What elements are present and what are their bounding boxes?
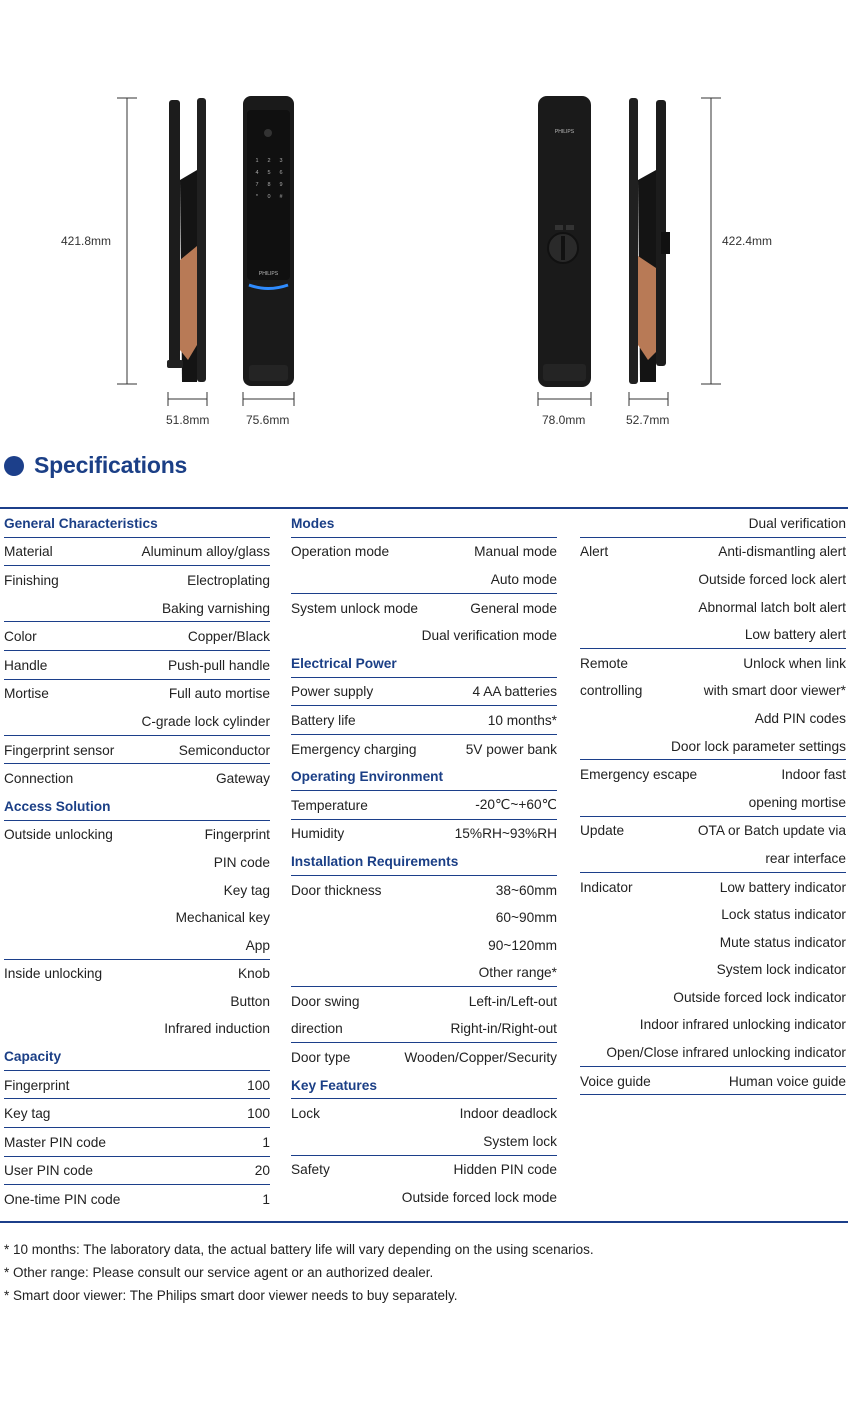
bullet-dot-icon: [4, 456, 24, 476]
section-header: [291, 1071, 557, 1100]
section-header: [291, 847, 557, 876]
keypad-key: 7: [255, 182, 259, 188]
spec-label: Indicator: [580, 879, 633, 895]
spec-label: Battery life: [291, 712, 356, 728]
keypad-key: 5: [267, 170, 271, 176]
spec-label: Operation mode: [291, 544, 390, 560]
spec-value: 1: [262, 1134, 270, 1150]
spec-value: Open/Close infrared unlocking indicator: [606, 1045, 846, 1061]
keypad-key: 1: [255, 158, 259, 164]
spec-row: [580, 732, 846, 761]
spec-row: [291, 1156, 557, 1184]
section-title: Installation Requirements: [291, 853, 459, 869]
spec-value: Indoor deadlock: [459, 1106, 557, 1122]
spec-value: opening mortise: [748, 794, 846, 810]
spec-row: [4, 903, 270, 931]
spec-row: [4, 876, 270, 904]
spec-row: [4, 821, 270, 849]
back-brand-logo: PHILIPS: [554, 129, 575, 135]
keypad-key: 2: [267, 158, 271, 164]
spec-row: [291, 735, 557, 763]
spec-label: Emergency charging: [291, 741, 417, 757]
spec-label: controlling: [580, 683, 643, 699]
right-height-label: 422.4mm: [722, 234, 773, 248]
spec-value: Unlock when link: [743, 655, 846, 671]
spec-label: System unlock mode: [291, 600, 419, 616]
spec-column-3: [580, 509, 846, 1095]
spec-row: [580, 704, 846, 732]
spec-label: Color: [4, 629, 37, 645]
section-title: Operating Environment: [291, 769, 444, 785]
spec-row: [580, 873, 846, 901]
spec-label: Connection: [4, 771, 74, 787]
spec-value: Push-pull handle: [168, 657, 270, 673]
section-title: General Characteristics: [4, 515, 158, 531]
keypad-key: 6: [279, 170, 283, 176]
spec-value: Full auto mortise: [168, 686, 270, 702]
spec-value: Door lock parameter settings: [671, 738, 846, 754]
spec-row: [4, 680, 270, 708]
right-side-width-label: 52.7mm: [626, 413, 670, 427]
spec-value: 38~60mm: [495, 882, 557, 898]
spec-label: Door thickness: [291, 882, 382, 898]
lock-back-view: [538, 96, 591, 387]
spec-row: [580, 1067, 846, 1096]
spec-value: Other range*: [478, 965, 557, 981]
spec-label: Update: [580, 823, 625, 839]
spec-row: [291, 791, 557, 820]
spec-row: [291, 987, 557, 1015]
spec-label: Outside unlocking: [4, 827, 113, 843]
left-side-width-label: 51.8mm: [166, 413, 210, 427]
spec-row: [4, 1185, 270, 1213]
spec-label: Mortise: [4, 686, 49, 702]
spec-row: [291, 820, 557, 848]
section-title: Access Solution: [4, 798, 111, 814]
spec-row: [291, 1183, 557, 1211]
lock-side-view-right: [629, 98, 670, 384]
spec-row: [580, 677, 846, 705]
spec-row: [580, 817, 846, 845]
spec-label: Safety: [291, 1162, 330, 1178]
back-width-label: 78.0mm: [542, 413, 586, 427]
spec-row: [580, 538, 846, 566]
spec-row: [580, 983, 846, 1011]
spec-label: Master PIN code: [4, 1134, 106, 1150]
section-header: [4, 509, 270, 538]
spec-value: Copper/Black: [187, 629, 270, 645]
front-width-label: 75.6mm: [246, 413, 290, 427]
spec-value: System lock indicator: [716, 962, 846, 978]
spec-row: [4, 1157, 270, 1186]
section-header: [4, 792, 270, 821]
spec-label: Door type: [291, 1050, 351, 1066]
keypad-key: *: [255, 194, 259, 200]
spec-row: [4, 764, 270, 792]
left-height-dimension: [117, 98, 137, 384]
spec-value: 10 months*: [487, 712, 557, 728]
spec-value: Mechanical key: [175, 910, 270, 926]
spec-value: System lock: [483, 1133, 557, 1149]
spec-value: 15%RH~93%RH: [454, 826, 557, 842]
spec-value: Human voice guide: [728, 1073, 846, 1089]
section-title: Electrical Power: [291, 655, 397, 671]
right-height-dimension: [701, 98, 721, 384]
spec-row: [291, 621, 557, 649]
footnote: * Smart door viewer: The Philips smart door viewer needs to buy separately.: [4, 1288, 458, 1303]
lock-front-view: [243, 96, 294, 386]
spec-row: [580, 593, 846, 621]
keypad-key: 9: [279, 182, 283, 188]
spec-row: [291, 1043, 557, 1071]
spec-row: [580, 900, 846, 928]
spec-row: [291, 1015, 557, 1044]
spec-row: [291, 538, 557, 566]
spec-value: Knob: [238, 966, 270, 982]
spec-value: 100: [247, 1106, 270, 1122]
spec-label: Fingerprint: [4, 1077, 70, 1093]
spec-value: 4 AA batteries: [472, 684, 557, 700]
footnotes: [4, 1238, 594, 1307]
spec-value: Baking varnishing: [161, 600, 270, 616]
keypad: [251, 158, 288, 200]
front-brand-logo: PHILIPS: [258, 271, 279, 277]
spec-value: 60~90mm: [495, 910, 557, 926]
spec-row: [580, 1038, 846, 1067]
footnote: * 10 months: The laboratory data, the actual battery life will vary depending on the using scenarios.: [4, 1242, 594, 1257]
spec-row: [580, 760, 846, 788]
spec-row: [4, 651, 270, 680]
spec-row: [291, 565, 557, 594]
spec-value: rear interface: [765, 850, 846, 866]
spec-value: Manual mode: [474, 544, 557, 560]
spec-column-2: [291, 509, 557, 1211]
spec-row: [580, 788, 846, 817]
spec-row: [4, 736, 270, 765]
spec-value: Button: [230, 993, 270, 1009]
keypad-key: 0: [267, 194, 271, 200]
spec-row: [4, 1015, 270, 1043]
spec-row: [4, 931, 270, 960]
spec-value: 20: [254, 1163, 270, 1179]
spec-label: Voice guide: [580, 1073, 651, 1089]
spec-row: [4, 594, 270, 623]
left-height-label: 421.8mm: [61, 234, 112, 248]
spec-row: [291, 931, 557, 959]
spec-row: [4, 960, 270, 988]
spec-label: Door swing: [291, 993, 360, 1009]
spec-row: [291, 1099, 557, 1127]
spec-value: 5V power bank: [465, 741, 557, 757]
spec-value: Dual verification: [748, 515, 846, 531]
spec-column-1: [4, 509, 270, 1213]
spec-label: Power supply: [291, 684, 374, 700]
spec-label: Temperature: [291, 797, 368, 813]
lock-side-view-left: [167, 98, 206, 382]
spec-row: [4, 566, 270, 594]
spec-label: Remote: [580, 655, 628, 671]
spec-row: [291, 903, 557, 931]
spec-value: Gateway: [215, 771, 270, 787]
spec-label: Alert: [580, 544, 609, 560]
spec-value: App: [245, 937, 270, 953]
spec-value: Hidden PIN code: [453, 1162, 557, 1178]
spec-value: OTA or Batch update via: [697, 823, 846, 839]
spec-label: User PIN code: [4, 1163, 94, 1179]
spec-row: [580, 1011, 846, 1039]
section-header: [291, 509, 557, 538]
spec-value: Low battery alert: [744, 627, 846, 643]
specifications-heading: [4, 452, 187, 479]
spec-row: [291, 876, 557, 904]
spec-value: -20℃~+60℃: [475, 797, 557, 813]
spec-row: [580, 565, 846, 593]
spec-value: Dual verification mode: [421, 628, 557, 644]
keypad-key: #: [279, 194, 283, 200]
product-dimension-drawing: [0, 0, 848, 440]
spec-value: PIN code: [213, 854, 270, 870]
spec-row: [4, 987, 270, 1015]
spec-label: Inside unlocking: [4, 966, 103, 982]
spec-value: Mute status indicator: [719, 934, 846, 950]
spec-row: [4, 538, 270, 567]
spec-label: Fingerprint sensor: [4, 742, 115, 758]
spec-label: Finishing: [4, 572, 59, 588]
spec-value: Anti-dismantling alert: [718, 544, 846, 560]
spec-value: with smart door viewer*: [703, 683, 846, 699]
spec-label: Emergency escape: [580, 767, 698, 783]
table-bottom-rule: [0, 1221, 848, 1223]
spec-row: [4, 1128, 270, 1157]
spec-value: Abnormal latch bolt alert: [698, 599, 846, 615]
spec-value: Outside forced lock alert: [698, 571, 846, 587]
spec-row: [580, 620, 846, 649]
spec-value: Auto mode: [490, 571, 557, 587]
spec-label: Material: [4, 544, 53, 560]
spec-row: [291, 594, 557, 622]
spec-value: Wooden/Copper/Security: [404, 1050, 557, 1066]
spec-value: Outside forced lock indicator: [673, 989, 846, 1005]
spec-row: [580, 956, 846, 984]
spec-value: Electroplating: [187, 572, 270, 588]
width-dimensions: [168, 392, 668, 406]
section-title: Modes: [291, 515, 335, 531]
keypad-key: 8: [267, 182, 271, 188]
section-title: Capacity: [4, 1049, 62, 1065]
spec-row: [580, 649, 846, 677]
spec-value: Low battery indicator: [719, 879, 846, 895]
spec-row: [4, 622, 270, 651]
spec-row: [291, 1127, 557, 1156]
spec-row: [580, 509, 846, 538]
spec-value: Fingerprint: [204, 827, 270, 843]
spec-value: 100: [247, 1077, 270, 1093]
spec-row: [291, 959, 557, 988]
spec-label: direction: [291, 1021, 343, 1037]
spec-value: Aluminum alloy/glass: [141, 544, 270, 560]
spec-row: [4, 848, 270, 876]
keypad-key: 3: [279, 158, 283, 164]
section-header: [4, 1042, 270, 1071]
spec-value: Outside forced lock mode: [401, 1190, 557, 1206]
spec-row: [291, 706, 557, 735]
spec-row: [291, 678, 557, 707]
spec-label: Handle: [4, 657, 48, 673]
keypad-key: 4: [255, 170, 259, 176]
spec-value: 1: [262, 1192, 270, 1208]
spec-value: Left-in/Left-out: [468, 993, 557, 1009]
section-header: [291, 762, 557, 791]
spec-label: Key tag: [4, 1106, 51, 1122]
spec-row: [580, 928, 846, 956]
section-title: Key Features: [291, 1077, 377, 1093]
spec-value: Infrared induction: [164, 1021, 270, 1037]
spec-value: Key tag: [223, 882, 270, 898]
spec-label: Lock: [291, 1106, 320, 1122]
spec-row: [4, 1071, 270, 1100]
spec-label: Humidity: [291, 826, 345, 842]
spec-value: General mode: [470, 600, 557, 616]
spec-value: Lock status indicator: [721, 907, 846, 923]
spec-row: [4, 707, 270, 736]
footnote: * Other range: Please consult our service agent or an authorized dealer.: [4, 1265, 434, 1280]
page-title: Specifications: [34, 452, 188, 478]
spec-value: Indoor infrared unlocking indicator: [639, 1017, 846, 1033]
spec-row: [580, 844, 846, 873]
spec-value: C-grade lock cylinder: [141, 713, 270, 729]
spec-label: One-time PIN code: [4, 1192, 121, 1208]
section-header: [291, 649, 557, 678]
spec-value: Semiconductor: [178, 742, 270, 758]
spec-value: Right-in/Right-out: [450, 1021, 557, 1037]
spec-row: [4, 1099, 270, 1128]
spec-value: 90~120mm: [488, 937, 557, 953]
spec-value: Add PIN codes: [754, 710, 846, 726]
spec-value: Indoor fast: [781, 767, 846, 783]
